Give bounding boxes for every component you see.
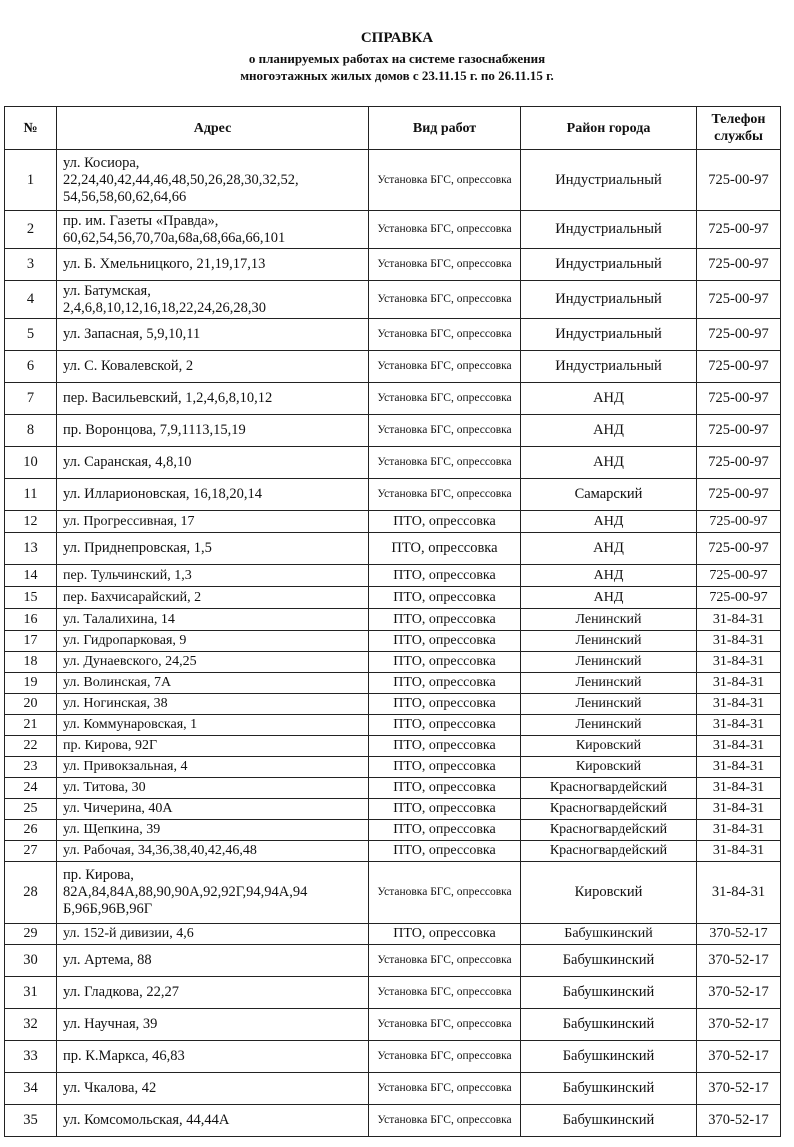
cell-num: 15 [5, 587, 57, 609]
cell-work: ПТО, опрессовка [369, 533, 521, 565]
cell-num: 29 [5, 924, 57, 945]
cell-num: 3 [5, 249, 57, 281]
cell-district: Бабушкинский [521, 1041, 697, 1073]
cell-phone: 31-84-31 [697, 862, 781, 924]
cell-address: пр. К.Маркса, 46,83 [57, 1041, 369, 1073]
cell-num: 32 [5, 1009, 57, 1041]
cell-num: 11 [5, 479, 57, 511]
table-row [5, 211, 781, 249]
cell-address: ул. Приднепровская, 1,5 [57, 533, 369, 565]
cell-work: Установка БГС, опрессовка [369, 351, 521, 383]
cell-num: 34 [5, 1073, 57, 1105]
cell-num: 23 [5, 757, 57, 778]
table-row [5, 673, 781, 694]
cell-work: ПТО, опрессовка [369, 609, 521, 631]
cell-phone: 725-00-97 [697, 565, 781, 587]
cell-phone: 31-84-31 [697, 778, 781, 799]
cell-phone: 31-84-31 [697, 820, 781, 841]
table-row [5, 511, 781, 533]
table-row [5, 652, 781, 673]
table-row [5, 351, 781, 383]
table-row [5, 799, 781, 820]
cell-phone: 725-00-97 [697, 415, 781, 447]
table-header-row [5, 107, 781, 150]
table-row [5, 249, 781, 281]
cell-num: 22 [5, 736, 57, 757]
header-district: Район города [521, 107, 697, 150]
cell-phone: 725-00-97 [697, 587, 781, 609]
cell-phone: 370-52-17 [697, 945, 781, 977]
cell-num: 18 [5, 652, 57, 673]
cell-address: ул. Саранская, 4,8,10 [57, 447, 369, 479]
cell-work: ПТО, опрессовка [369, 652, 521, 673]
cell-work: ПТО, опрессовка [369, 820, 521, 841]
cell-num: 10 [5, 447, 57, 479]
cell-num: 26 [5, 820, 57, 841]
cell-phone: 725-00-97 [697, 511, 781, 533]
table-row [5, 631, 781, 652]
cell-work: ПТО, опрессовка [369, 565, 521, 587]
cell-work: ПТО, опрессовка [369, 673, 521, 694]
cell-work: Установка БГС, опрессовка [369, 447, 521, 479]
document-title: СПРАВКА [360, 30, 434, 46]
cell-district: Кировский [521, 862, 697, 924]
cell-district: Бабушкинский [521, 977, 697, 1009]
table-row [5, 447, 781, 479]
cell-work: Установка БГС, опрессовка [369, 479, 521, 511]
document-subtitle-line1: о планируемых работах на системе газоснабжения [248, 51, 546, 66]
cell-work: Установка БГС, опрессовка [369, 150, 521, 211]
cell-work: ПТО, опрессовка [369, 841, 521, 862]
cell-district: Самарский [521, 479, 697, 511]
cell-district: Ленинский [521, 609, 697, 631]
table-row [5, 383, 781, 415]
cell-phone: 31-84-31 [697, 715, 781, 736]
cell-address: ул. Дунаевского, 24,25 [57, 652, 369, 673]
cell-work: ПТО, опрессовка [369, 924, 521, 945]
cell-address: ул. Запасная, 5,9,10,11 [57, 319, 369, 351]
cell-phone: 31-84-31 [697, 673, 781, 694]
cell-district: Индустриальный [521, 319, 697, 351]
cell-district: АНД [521, 415, 697, 447]
cell-phone: 725-00-97 [697, 533, 781, 565]
cell-phone: 370-52-17 [697, 924, 781, 945]
cell-phone: 370-52-17 [697, 977, 781, 1009]
cell-phone: 31-84-31 [697, 799, 781, 820]
cell-address: пр. Кирова, 92Г [57, 736, 369, 757]
cell-num: 33 [5, 1041, 57, 1073]
cell-phone: 725-00-97 [697, 479, 781, 511]
table-row [5, 1009, 781, 1041]
cell-address: ул. Научная, 39 [57, 1009, 369, 1041]
cell-district: АНД [521, 383, 697, 415]
table-row [5, 533, 781, 565]
cell-district: Ленинский [521, 694, 697, 715]
cell-address: ул. Ногинская, 38 [57, 694, 369, 715]
cell-district: Индустриальный [521, 351, 697, 383]
cell-work: ПТО, опрессовка [369, 799, 521, 820]
cell-district: Красногвардейский [521, 820, 697, 841]
cell-phone: 725-00-97 [697, 447, 781, 479]
cell-phone: 725-00-97 [697, 383, 781, 415]
cell-district: АНД [521, 511, 697, 533]
cell-district: Бабушкинский [521, 1009, 697, 1041]
cell-address: ул. Титова, 30 [57, 778, 369, 799]
cell-work: ПТО, опрессовка [369, 511, 521, 533]
table-row [5, 1073, 781, 1105]
table-row [5, 757, 781, 778]
table-row [5, 319, 781, 351]
table-row [5, 715, 781, 736]
cell-address: пер. Бахчисарайский, 2 [57, 587, 369, 609]
cell-num: 21 [5, 715, 57, 736]
cell-num: 2 [5, 211, 57, 249]
cell-work: Установка БГС, опрессовка [369, 249, 521, 281]
cell-phone: 31-84-31 [697, 694, 781, 715]
cell-address: ул. Коммунаровская, 1 [57, 715, 369, 736]
cell-num: 8 [5, 415, 57, 447]
header-address: Адрес [57, 107, 369, 150]
cell-work: Установка БГС, опрессовка [369, 281, 521, 319]
cell-num: 14 [5, 565, 57, 587]
cell-work: ПТО, опрессовка [369, 631, 521, 652]
cell-phone: 725-00-97 [697, 150, 781, 211]
cell-work: ПТО, опрессовка [369, 757, 521, 778]
cell-address: ул. 152-й дивизии, 4,6 [57, 924, 369, 945]
cell-work: Установка БГС, опрессовка [369, 977, 521, 1009]
cell-district: АНД [521, 565, 697, 587]
gas-works-table [4, 106, 781, 1137]
cell-phone: 725-00-97 [697, 319, 781, 351]
cell-address: ул. С. Ковалевской, 2 [57, 351, 369, 383]
cell-num: 25 [5, 799, 57, 820]
header-phone: Телефон службы [697, 107, 781, 150]
cell-district: Ленинский [521, 673, 697, 694]
cell-work: ПТО, опрессовка [369, 778, 521, 799]
cell-num: 28 [5, 862, 57, 924]
cell-district: Бабушкинский [521, 924, 697, 945]
cell-num: 12 [5, 511, 57, 533]
cell-address: ул. Косиора, 22,24,40,42,44,46,48,50,26,28,30,32,52, 54,56,58,60,62,64,66 [57, 150, 369, 211]
document-subtitle-line2: многоэтажных жилых домов с 23.11.15 г. по 26.11.15 г. [240, 68, 554, 83]
cell-district: Красногвардейский [521, 799, 697, 820]
cell-address: ул. Щепкина, 39 [57, 820, 369, 841]
cell-work: Установка БГС, опрессовка [369, 862, 521, 924]
cell-num: 13 [5, 533, 57, 565]
cell-work: ПТО, опрессовка [369, 694, 521, 715]
cell-address: ул. Гидропарковая, 9 [57, 631, 369, 652]
table-row [5, 150, 781, 211]
cell-address: ул. Илларионовская, 16,18,20,14 [57, 479, 369, 511]
cell-address: ул. Талалихина, 14 [57, 609, 369, 631]
cell-phone: 725-00-97 [697, 211, 781, 249]
cell-work: ПТО, опрессовка [369, 736, 521, 757]
cell-num: 20 [5, 694, 57, 715]
table-row [5, 862, 781, 924]
cell-phone: 31-84-31 [697, 652, 781, 673]
cell-address: ул. Батумская, 2,4,6,8,10,12,16,18,22,24,26,28,30 [57, 281, 369, 319]
table-row [5, 609, 781, 631]
cell-address: пер. Васильевский, 1,2,4,6,8,10,12 [57, 383, 369, 415]
cell-phone: 31-84-31 [697, 841, 781, 862]
cell-district: Красногвардейский [521, 841, 697, 862]
table-row [5, 694, 781, 715]
cell-phone: 370-52-17 [697, 1073, 781, 1105]
cell-phone: 725-00-97 [697, 249, 781, 281]
cell-address: пр. им. Газеты «Правда», 60,62,54,56,70,70а,68а,68,66а,66,101 [57, 211, 369, 249]
cell-address: ул. Гладкова, 22,27 [57, 977, 369, 1009]
cell-district: Индустриальный [521, 249, 697, 281]
cell-work: Установка БГС, опрессовка [369, 1009, 521, 1041]
table-row [5, 281, 781, 319]
cell-work: Установка БГС, опрессовка [369, 1105, 521, 1137]
cell-phone: 31-84-31 [697, 609, 781, 631]
cell-address: ул. Чичерина, 40А [57, 799, 369, 820]
cell-num: 30 [5, 945, 57, 977]
cell-address: ул. Волинская, 7А [57, 673, 369, 694]
table-row [5, 977, 781, 1009]
cell-address: пер. Тульчинский, 1,3 [57, 565, 369, 587]
cell-work: Установка БГС, опрессовка [369, 383, 521, 415]
cell-num: 7 [5, 383, 57, 415]
cell-work: Установка БГС, опрессовка [369, 415, 521, 447]
cell-address: пр. Кирова, 82А,84,84А,88,90,90А,92,92Г,94,94А,94 Б,96Б,96В,96Г [57, 862, 369, 924]
cell-district: Бабушкинский [521, 945, 697, 977]
cell-address: ул. Привокзальная, 4 [57, 757, 369, 778]
cell-address: ул. Артема, 88 [57, 945, 369, 977]
table-row [5, 945, 781, 977]
cell-work: ПТО, опрессовка [369, 587, 521, 609]
cell-num: 6 [5, 351, 57, 383]
cell-district: Ленинский [521, 652, 697, 673]
cell-num: 17 [5, 631, 57, 652]
cell-work: Установка БГС, опрессовка [369, 945, 521, 977]
cell-num: 31 [5, 977, 57, 1009]
table-row [5, 415, 781, 447]
cell-phone: 725-00-97 [697, 351, 781, 383]
cell-address: ул. Прогрессивная, 17 [57, 511, 369, 533]
table-row [5, 587, 781, 609]
cell-district: Кировский [521, 757, 697, 778]
cell-num: 24 [5, 778, 57, 799]
cell-address: ул. Комсомольская, 44,44А [57, 1105, 369, 1137]
table-row [5, 820, 781, 841]
cell-phone: 370-52-17 [697, 1105, 781, 1137]
cell-num: 4 [5, 281, 57, 319]
cell-work: Установка БГС, опрессовка [369, 1041, 521, 1073]
cell-district: Ленинский [521, 631, 697, 652]
cell-work: Установка БГС, опрессовка [369, 319, 521, 351]
cell-phone: 31-84-31 [697, 757, 781, 778]
table-row [5, 1041, 781, 1073]
cell-district: Бабушкинский [521, 1073, 697, 1105]
table-row [5, 924, 781, 945]
cell-num: 19 [5, 673, 57, 694]
cell-address: ул. Б. Хмельницкого, 21,19,17,13 [57, 249, 369, 281]
cell-district: Ленинский [521, 715, 697, 736]
cell-num: 1 [5, 150, 57, 211]
cell-work: Установка БГС, опрессовка [369, 211, 521, 249]
cell-district: АНД [521, 587, 697, 609]
header-num: № [5, 107, 57, 150]
cell-district: АНД [521, 447, 697, 479]
cell-phone: 370-52-17 [697, 1041, 781, 1073]
cell-district: Кировский [521, 736, 697, 757]
cell-address: пр. Воронцова, 7,9,1113,15,19 [57, 415, 369, 447]
table-row [5, 479, 781, 511]
table-body [5, 150, 781, 1137]
table-row [5, 565, 781, 587]
cell-district: Индустриальный [521, 150, 697, 211]
cell-district: АНД [521, 533, 697, 565]
cell-num: 35 [5, 1105, 57, 1137]
cell-address: ул. Рабочая, 34,36,38,40,42,46,48 [57, 841, 369, 862]
cell-district: Красногвардейский [521, 778, 697, 799]
cell-work: ПТО, опрессовка [369, 715, 521, 736]
cell-district: Бабушкинский [521, 1105, 697, 1137]
header-work: Вид работ [369, 107, 521, 150]
cell-phone: 370-52-17 [697, 1009, 781, 1041]
cell-district: Индустриальный [521, 281, 697, 319]
table-row [5, 736, 781, 757]
cell-num: 16 [5, 609, 57, 631]
cell-num: 5 [5, 319, 57, 351]
table-row [5, 1105, 781, 1137]
cell-phone: 725-00-97 [697, 281, 781, 319]
cell-district: Индустриальный [521, 211, 697, 249]
cell-work: Установка БГС, опрессовка [369, 1073, 521, 1105]
cell-phone: 31-84-31 [697, 736, 781, 757]
cell-num: 27 [5, 841, 57, 862]
table-row [5, 778, 781, 799]
table-row [5, 841, 781, 862]
cell-address: ул. Чкалова, 42 [57, 1073, 369, 1105]
cell-phone: 31-84-31 [697, 631, 781, 652]
